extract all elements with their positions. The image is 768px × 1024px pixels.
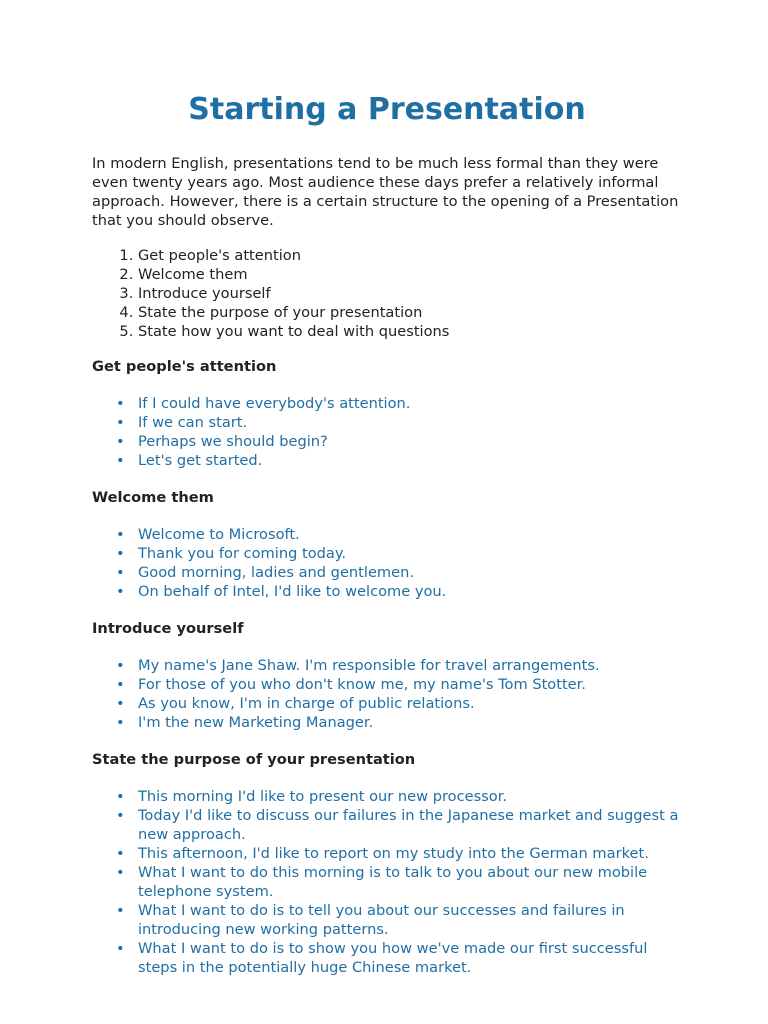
phrase-item: • This morning I'd like to present our new processor. (138, 787, 682, 806)
phrase-item: • Today I'd like to discuss our failures in the Japanese market and suggest a new approach. (138, 806, 682, 844)
phrase-list (92, 394, 682, 470)
page-title: Starting a Presentation (188, 92, 586, 127)
step-item: 3. Introduce yourself (138, 284, 682, 303)
phrase-item: • What I want to do is to tell you about our successes and failures in introducing new working patterns. (138, 901, 682, 939)
step-item: 5. State how you want to deal with questions (138, 322, 682, 341)
phrase-item: • As you know, I'm in charge of public relations. (138, 694, 682, 713)
phrase-item: • Let's get started. (138, 451, 682, 470)
phrase-item: • Thank you for coming today. (138, 544, 682, 563)
step-item: 2. Welcome them (138, 265, 682, 284)
phrase-item: • Welcome to Microsoft. (138, 525, 682, 544)
phrase-item: • If we can start. (138, 413, 682, 432)
phrase-item: • This afternoon, I'd like to report on my study into the German market. (138, 844, 682, 863)
section-get-attention (92, 357, 682, 470)
steps-list (92, 246, 682, 341)
phrase-item: • For those of you who don't know me, my name's Tom Stotter. (138, 675, 682, 694)
phrase-item: • What I want to do is to show you how we've made our first successful steps in the potentially huge Chinese market. (138, 939, 682, 977)
step-item: 1. Get people's attention (138, 246, 682, 265)
phrase-item: • What I want to do this morning is to talk to you about our new mobile telephone system. (138, 863, 682, 901)
phrase-item: • On behalf of Intel, I'd like to welcome you. (138, 582, 682, 601)
section-purpose (92, 750, 682, 977)
section-heading: Welcome them (92, 489, 214, 506)
phrase-list (92, 787, 682, 977)
phrase-item: • If I could have everybody's attention. (138, 394, 682, 413)
section-heading: Get people's attention (92, 358, 277, 375)
phrase-item: • I'm the new Marketing Manager. (138, 713, 682, 732)
section-heading: Introduce yourself (92, 620, 244, 637)
section-heading: State the purpose of your presentation (92, 751, 416, 768)
section-introduce (92, 619, 682, 732)
step-item: 4. State the purpose of your presentation (138, 303, 682, 322)
phrase-item: • Good morning, ladies and gentlemen. (138, 563, 682, 582)
phrase-list (92, 656, 682, 732)
phrase-item: • Perhaps we should begin? (138, 432, 682, 451)
intro-paragraph: In modern English, presentations tend to be much less formal than they were even twenty years ago. Most audience these days prefer a relatively informal approach. However, there is a certain structure to the opening of a Presentation that you should observe. (92, 155, 679, 229)
phrase-item: • My name's Jane Shaw. I'm responsible for travel arrangements. (138, 656, 682, 675)
document-page (92, 90, 682, 995)
section-welcome (92, 488, 682, 601)
phrase-list (92, 525, 682, 601)
